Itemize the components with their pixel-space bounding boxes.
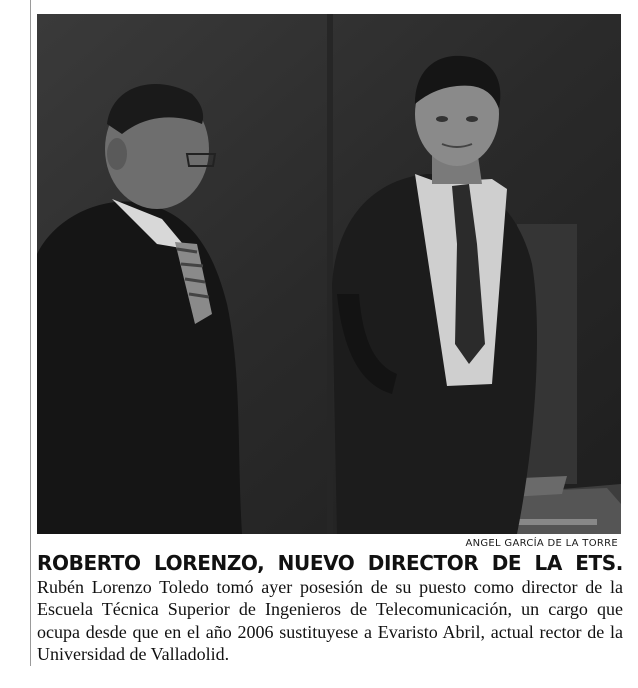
- news-photo: [37, 14, 621, 534]
- headline: ROBERTO LORENZO, NUEVO DIRECTOR DE LA ETS.: [37, 551, 623, 575]
- caption-paragraph: [37, 552, 623, 666]
- photo-credit: ANGEL GARCÍA DE LA TORRE: [465, 538, 618, 549]
- column-rule: [30, 0, 31, 666]
- article-body: Rubén Lorenzo Toledo tomó ayer posesión de su puesto como director de la Escuela Técnica Superior de Ingenieros de Telecomunicación, un cargo que ocupa desde que en el año 2006 sustituyese a Evaristo Abril, actual rector de la Universidad de Valladolid.: [37, 576, 623, 664]
